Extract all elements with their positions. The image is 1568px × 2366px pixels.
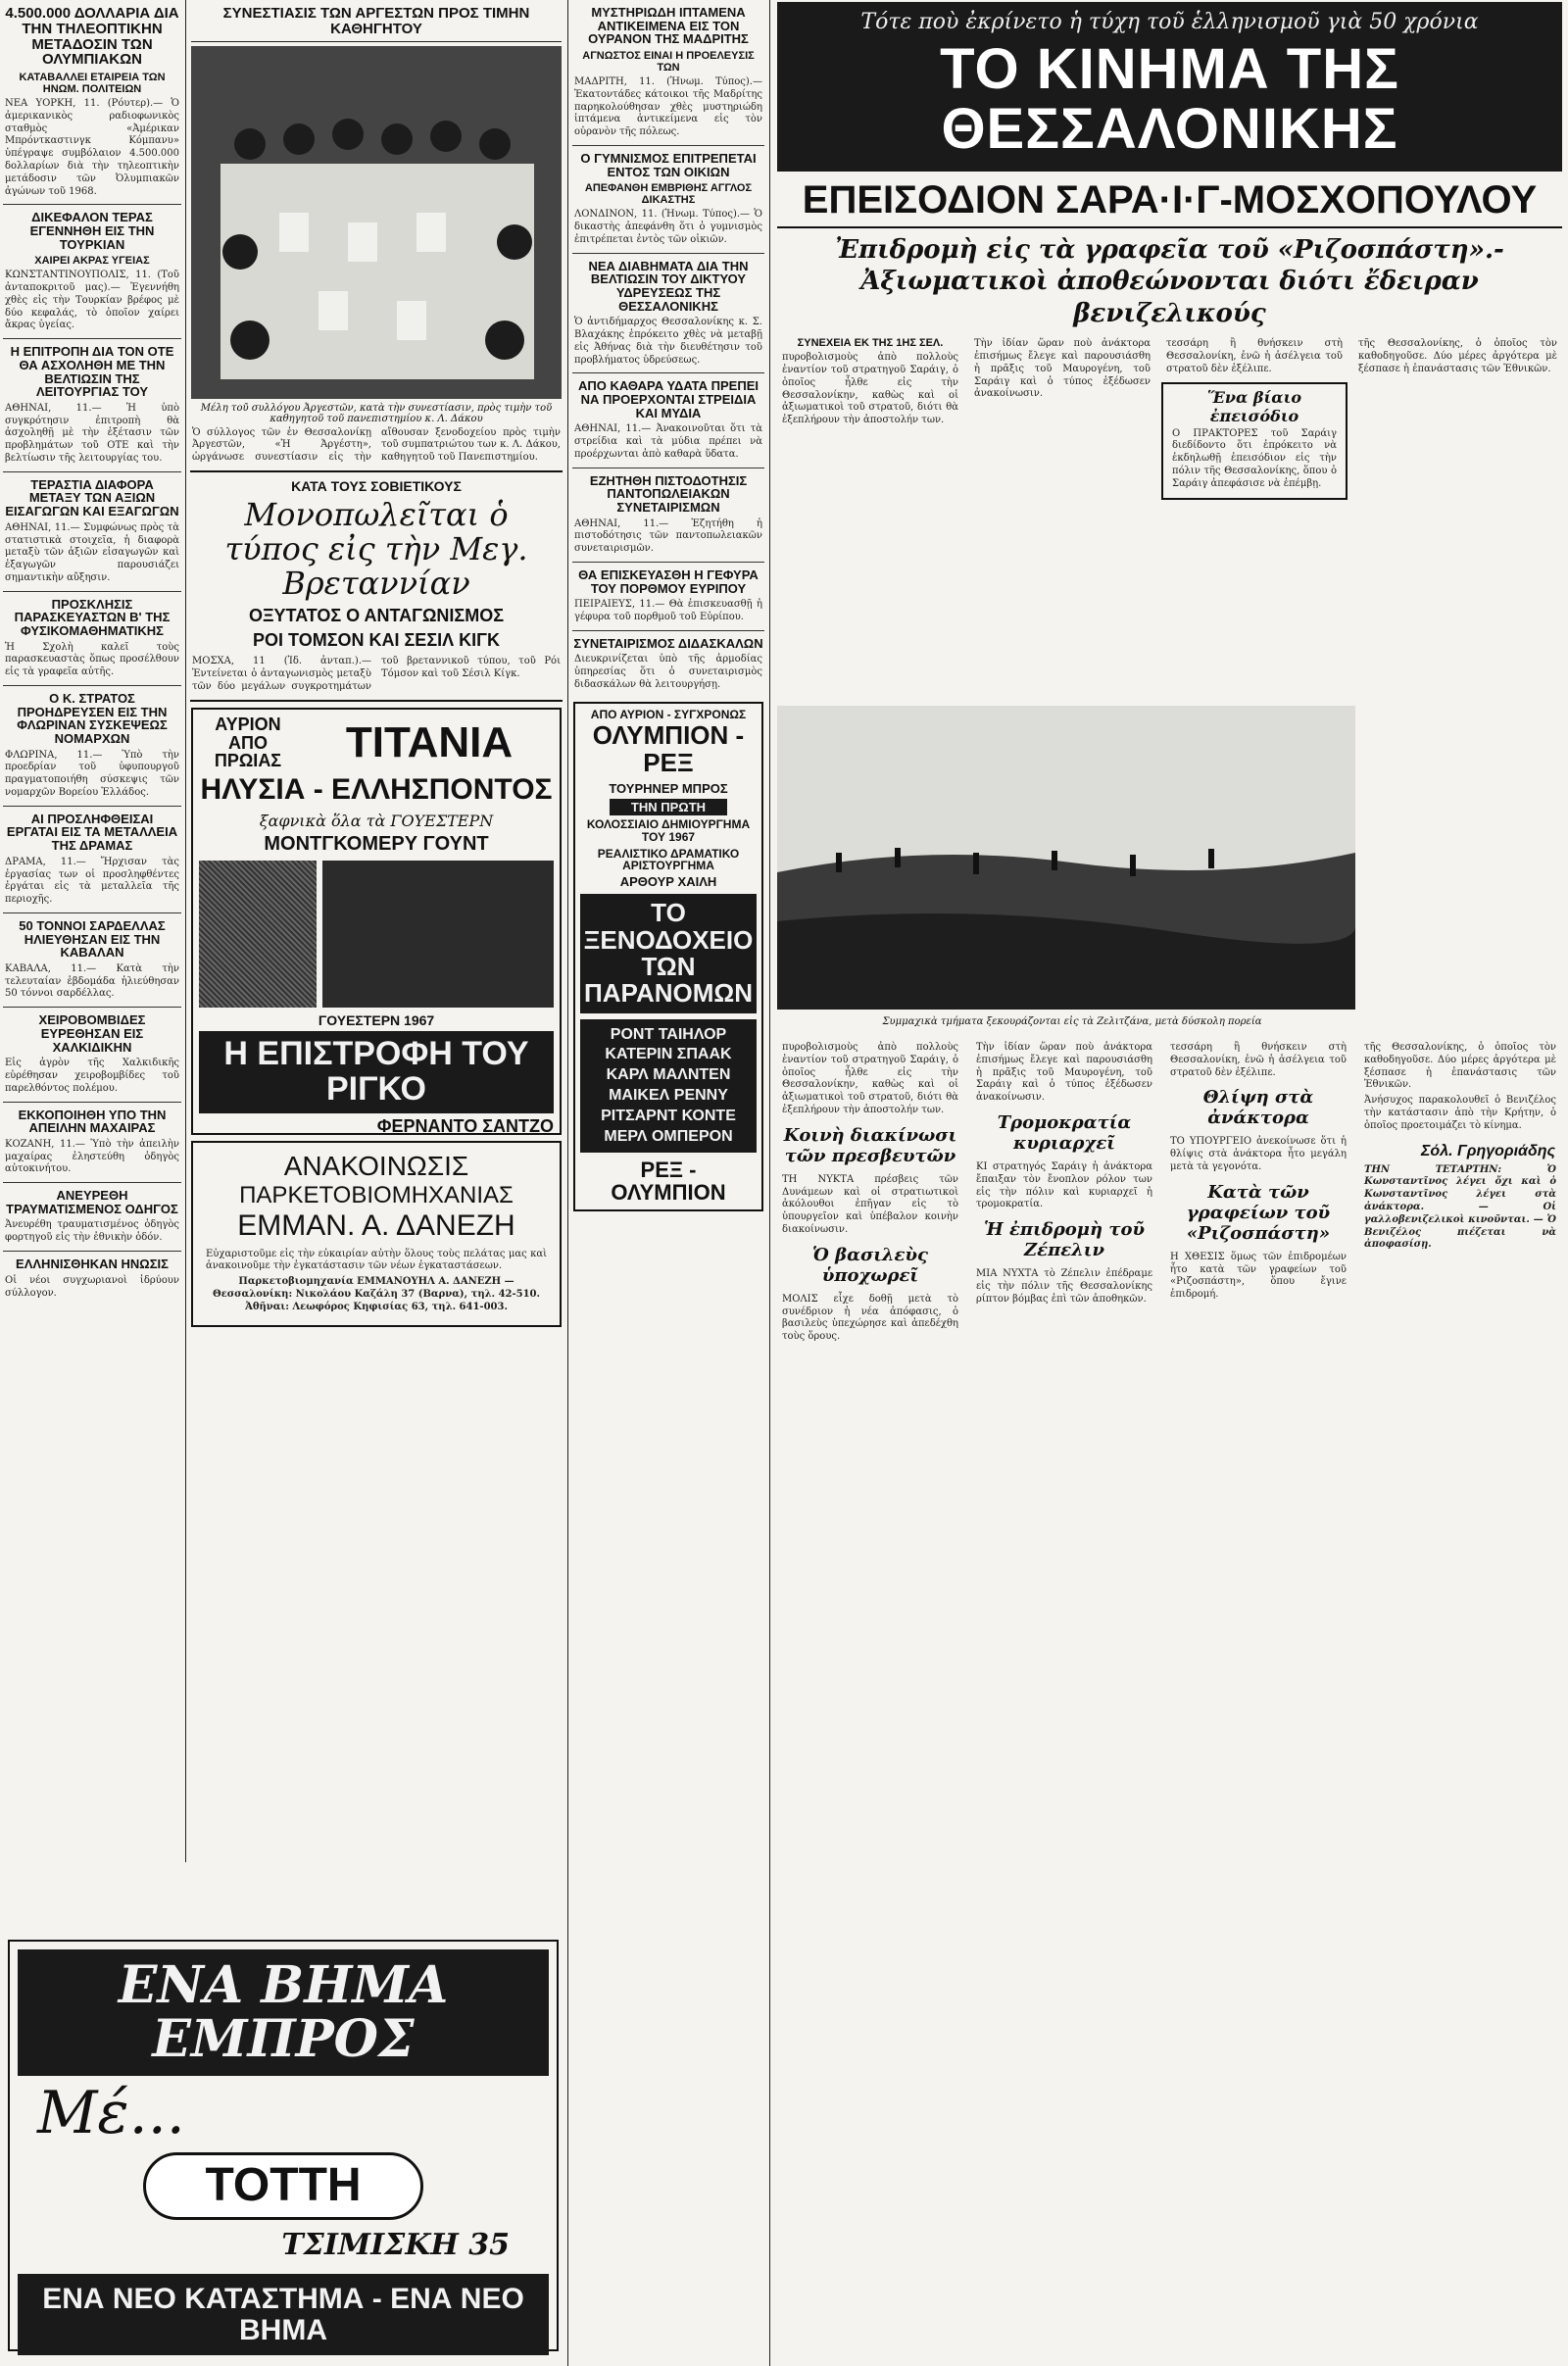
story-body: ΤΗ ΝΥΚΤΑ πρέσβεις τῶν Δυνάμεων καὶ οἱ στρατιωτικοὶ ἀκόλουθοι ἐπῆγαν εἰς τὸ ὑπουργεῖον καὶ ὑπέβαλον κοινὴν διακοίνωσιν. [782,1173,958,1235]
ad-line: ΤΟΥΡΗΝΕΡ ΜΠΡΟΣ [609,781,728,797]
store-advertisement [8,1940,559,2351]
story-body: Ἀνήσυχος παρακολουθεῖ ὁ Βενιζέλος τὴν κατάστασιν ἀπὸ τὴν Κρήτην, ὁ ὁποῖος προετοιμάζει τὸ κίνημα. [1364,1095,1556,1131]
story-body: ΑΘΗΝΑΙ, 11.— Ἡ ὑπὸ συγκρότησιν ἐπιτροπὴ θὰ ἀσχοληθῇ μὲ τὴν ἐξέτασιν τῶν προβλημάτων τοῦ ΟΤΕ καὶ τὴν βελτίωσιν τῆς λειτουργίας του. [5,402,179,465]
photo-caption: Μέλη τοῦ συλλόγου Ἀργεστῶν, κατὰ τὴν συνεστίασιν, πρὸς τιμὴν τοῦ καθηγητοῦ τοῦ πανεπιστημίου κ. Λ. Δάκου [200,402,553,424]
story-body: ΜΑΔΡΙΤΗ, 11. (Ἡνωμ. Τύπος).— Ἑκατοντάδες κάτοικοι τῆς Μαδρίτης παρηκολούθησαν χθὲς μυστηριώδη ἱπτάμενα ἀντικείμενα εἰς τὸν οὐρανὸν τῆς πόλεως. [574,75,762,138]
story-body: τῆς Θεσσαλονίκης, ὁ ὁποῖος τὸν καθοδηγοῦσε. Δύο μέρες ἀργότερα μὲ ξέσπασε ἡ ἐπανάστασις τῶν Ἐθνικῶν. [1364,1042,1556,1091]
story-title: ΠΡΟΣΚΛΗΣΙΣ ΠΑΡΑΣΚΕΥΑΣΤΩΝ Β' ΤΗΣ ΦΥΣΙΚΟΜΑΘΗΜΑΤΙΚΗΣ [14,596,171,639]
ad-footer: ΕΝΑ ΝΕΟ ΚΑΤΑΣΤΗΜΑ - ΕΝΑ ΝΕΟ ΒΗΜΑ [18,2274,549,2355]
divider [3,1251,181,1252]
story-body: ΔΡΑΜΑ, 11.— Ἤρχισαν τὰς ἐργασίας των οἱ προσληφθέντες ἐργάται εἰς τὰ μεταλλεῖα τῆς περιοχῆς. [5,856,179,906]
story-subtitle: ΑΠΕΦΑΝΘΗ ΕΜΒΡΙΘΗΣ ΑΓΓΛΟΣ ΔΙΚΑΣΤΗΣ [584,182,753,207]
story-body: Διευκρινίζεται ὑπὸ τῆς ἀρμοδίας ὑπηρεσίας ὅτι ὁ συνεταιρισμὸς διδασκάλων θὰ λειτουργήσῃ. [574,654,762,691]
story-title: ΣΥΝΕΤΑΙΡΙΣΜΟΣ ΔΙΔΑΣΚΑΛΩΝ [573,635,763,651]
story-body: Η ΧΘΕΣΙΣ ὅμως τῶν ἐπιδρομέων ἦτο κατὰ τῶν γραφείων τοῦ «Ριζοσπάστη», ὅπου ἔγινε ἐπιδρομή. [1170,1251,1347,1301]
story-title: ΧΕΙΡΟΒΟΜΒΙΔΕΣ ΕΥΡΕΘΗΣΑΝ ΕΙΣ ΧΑΛΚΙΔΙΚΗΝ [38,1012,146,1055]
ad-company-name: ΕΜΜΑΝ. Α. ΔΑΝΕΖΗ [237,1208,515,1242]
box-body: Ο ΠΡΑΚΤΟΡΕΣ τοῦ Σαράιγ διεδίδοντο ὅτι ἐπρόκειτο νὰ ἐκδηλωθῇ ἐπεισόδιον εἰς τὴν πόλιν τῆς Θεσσαλονίκης, ὅπου ὁ Σαράιγ ἀπεφάσισε νὰ ἐπέμβῃ. [1172,427,1337,489]
cinema-advertisement [573,702,763,1211]
ad-kicker: ΑΠΟ ΑΥΡΙΟΝ - ΣΥΓΧΡΟΝΩΣ [590,707,747,721]
ad-address: ΤΣΙΜΙΣΚΗ 35 [281,2227,510,2262]
divider [3,338,181,339]
story-title: Ο Κ. ΣΤΡΑΤΟΣ ΠΡΟΗΔΡΕΥΣΕΝ ΕΙΣ ΤΗΝ ΦΛΩΡΙΝΑΝ ΣΥΣΚΕΨΕΩΣ ΝΟΜΑΡΧΩΝ [17,691,168,746]
divider [3,1182,181,1183]
story-body: ΤΟ ΥΠΟΥΡΓΕΙΟ ἀνεκοίνωσε ὅτι ἡ θλίψις στὰ ἀνάκτορα ἦτο μεγάλη μετὰ τὰ γεγονότα. [1170,1136,1347,1172]
ad-slogan: ΕΝΑ ΒΗΜΑ ΕΜΠΡΟΣ [18,1949,549,2076]
story-body: ΚΙ στρατηγός Σαράιγ ἡ ἀνάκτορα ἔπαιξαν τὸν ἔνοπλον ρόλον των εἰς τὴν πόλιν καὶ κυριαρχεῖ ἡ τρομοκρατία. [976,1160,1152,1210]
story-title: ΤΕΡΑΣΤΙΑ ΔΙΑΦΟΡΑ ΜΕΤΑΞΥ ΤΩΝ ΑΞΙΩΝ ΕΙΣΑΓΩΓΩΝ ΚΑΙ ΕΞΑΓΩΓΩΝ [5,476,179,519]
ad-cinemas: ΗΛΥΣΙΑ - ΕΛΛΗΣΠΟΝΤΟΣ [200,773,553,807]
divider [3,806,181,807]
divider [572,372,764,373]
story-body: τῆς Θεσσαλονίκης, ὁ ὁποῖος τὸν καθοδηγοῦσε. Δύο μέρες ἀργότερα μὲ ξέσπασε ἡ ἐπανάστασις τῶν Ἐθνικῶν. [1358,338,1557,374]
sidebar-box [1161,382,1348,500]
column-rule [185,0,186,1862]
divider [3,1102,181,1103]
story-body: Ὁ ἀντιδήμαρχος Θεσσαλονίκης κ. Σ. Βλαχάκης ἐπρόκειτο χθὲς νὰ μεταβῇ εἰς Ἀθήνας διὰ τὴν διευθέτησιν τοῦ προβλήματος ὑδρεύσεως. [574,317,762,366]
next-installment-note: ΤΗΝ ΤΕΤΑΡΤΗΝ: Ὁ Κωνσταντῖνος λέγει ὄχι καὶ ὁ Κωνσταντῖνος λέγει στὰ ἀνάκτορα. — Οἱ γαλλοβενιζελικοὶ κινοῦνται. — Ὁ Βενιζέλος πιέζεται νὰ ἀποφασίσῃ. [1364,1163,1556,1251]
story-kicker: ΚΑΤΑ ΤΟΥΣ ΣΟΒΙΕΤΙΚΟΥΣ [291,477,462,494]
ad-footer: ΡΕΞ - ΟΛΥΜΠΙΟΝ [611,1158,726,1206]
ad-cinema-name: ΟΛΥΜΠΙΟΝ - ΡΕΞ [592,720,745,777]
story-title: ΘΑ ΕΠΙΣΚΕΥΑΣΘΗ Η ΓΕΦΥΡΑ ΤΟΥ ΠΟΡΘΜΟΥ ΕΥΡΙΠΟΥ [578,567,759,596]
story-body: ΚΟΖΑΝΗ, 11.— Ὑπὸ τὴν ἀπειλὴν μαχαίρας ἐληστεύθη ὁδηγὸς αὐτοκινήτου. [5,1138,179,1175]
story-title: ΔΙΚΕΦΑΛΟΝ ΤΕΡΑΣ ΕΓΕΝΝΗΘΗ ΕΙΣ ΤΗΝ ΤΟΥΡΚΙΑΝ [29,210,155,252]
story-body: ΑΘΗΝΑΙ, 11.— Ἐζητήθη ἡ πιστοδότησις τῶν παντοπωλειακῶν συνεταιρισμῶν. [574,518,762,555]
section-title: Τρομοκρατία κυριαρχεῖ [997,1111,1132,1154]
story-body: τεσσάρη ἢ θνήσκειν στὴ Θεσσαλονίκη, ἐνῶ ἡ ἀσέλγεια τοῦ στρατοῦ δὲν ἐξέλιπε. [1170,1042,1347,1078]
ad-address: Παρκετοβιομηχανία ΕΜΜΑΝΟΥΗΛ Α. ΔΑΝΕΖΗ — Θεσσαλονίκη: Νικολάου Καζάλη 37 (Βαρνα), τηλ. 42-510. Ἀθῆναι: Λεωφόρος Κηφισίας 63, τηλ. 641-003. [213,1276,540,1312]
story-title: ΜΥΣΤΗΡΙΩΔΗ ΙΠΤΑΜΕΝΑ ΑΝΤΙΚΕΙΜΕΝΑ ΕΙΣ ΤΟΝ ΟΥΡΑΝΟΝ ΤΗΣ ΜΑΔΡΙΤΗΣ [588,5,749,47]
ad-cinema-name: ΤΙΤΑΝΙΑ [345,717,514,766]
section-title: Θλίψη στὰ ἀνάκτορα [1202,1087,1314,1129]
box-title: Ἕνα βίαιο ἐπεισόδιο [1207,387,1301,425]
ad-film-title: Η ΕΠΙΣΤΡΟΦΗ ΤΟΥ ΡΙΓΚΟ [199,1031,554,1112]
story-title: Ο ΓΥΜΝΙΣΜΟΣ ΕΠΙΤΡΕΠΕΤΑΙ ΕΝΤΟΣ ΤΩΝ ΟΙΚΙΩΝ [580,150,757,179]
center-left-column [187,0,565,1862]
ad-body: Εὐχαριστοῦμε εἰς τὴν εὐκαιρίαν αὐτὴν ὅλους τοὺς πελάτας μας καὶ ἀνακοινοῦμε τὴν ἐγκατάστασιν τῶν νέων ἐγκαταστάσεων. [206,1248,547,1272]
story-title: ΑΠΟ ΚΑΘΑΡΑ ΥΔΑΤΑ ΠΡΕΠΕΙ ΝΑ ΠΡΟΕΡΧΟΝΤΑΙ ΣΤΡΕΙΔΙΑ ΚΑΙ ΜΥΔΙΑ [577,378,760,420]
ad-line: ΑΡΘΟΥΡ ΧΑΙΛΗ [619,873,717,889]
divider [3,591,181,592]
story-body: Ὁ σύλλογος τῶν ἐν Θεσσαλονίκῃ Ἀργεστῶν, «Ἡ Ἀργέστη», ὠργάνωσε συνεστίασιν εἰς τὴν αἴθουσαν ξενοδοχείου πρὸς τιμὴν τοῦ συμπατριώτου των κ. Λ. Δάκου, καθηγητοῦ τοῦ Πανεπιστημίου. [192,426,561,464]
center-right-column [569,0,767,2366]
troops-photo [777,706,1355,1010]
story-body: Ἀνευρέθη τραυματισμένος ὁδηγὸς φορτηγοῦ εἰς τὴν ἐθνικὴν ὁδόν. [5,1219,179,1244]
section-title: Κοινὴ διακίνωσι τῶν πρεσβευτῶν [783,1124,957,1166]
photo-caption: Συμμαχικὰ τμήματα ξεκουράζονται εἰς τὰ Ζελιτζάνα, μετὰ δύσκολη πορεία [882,1016,1262,1027]
ad-tagline: ξαφνικὰ ὅλα τὰ ΓΟΥΕΣΤΕΡΝ [259,811,494,830]
column-rule [567,0,568,2366]
story-body: πυροβολισμοὺς ἀπὸ πολλοὺς ἐναντίον τοῦ στρατηγοῦ Σαράιγ, ὁ ὁποῖος ἦλθε εἰς τὴν Θεσσαλονίκην, καθὼς καὶ οἱ ἀξιωματικοὶ τοῦ στρατοῦ, διότι θὰ ἐξεπλήρουν τὴν ἀποστολήν των. [782,352,958,426]
story-subtitle: ΡΟΙ ΤΟΜΣΟΝ ΚΑΙ ΣΕΣΙΛ ΚΙΓΚ [253,630,500,651]
story-body: ΜΙΑ ΝΥΧΤΑ τὸ Ζέπελιν ἐπέδραμε εἰς τὴν πόλιν τῆς Θεσσαλονίκης ρίπτον βόμβας ἐπὶ τῶν ἀποθηκῶν. [976,1268,1152,1305]
feature-deck: Ἐπιδρομὴ εἰς τὰ γραφεῖα τοῦ «Ριζοσπάστη».- Ἀξιωματικοὶ ἀποθεώνονται διότι ἔδειραν βενιζελικούς [835,234,1504,328]
story-title: ΕΚΚΟΠΟΙΗΘΗ ΥΠΟ ΤΗΝ ΑΠΕΙΛΗΝ ΜΑΧΑΙΡΑΣ [18,1107,167,1136]
story-body: Οἱ νέοι συγχωριανοὶ ἱδρύουν σύλλογον. [5,1274,179,1299]
story-body: Τὴν ἰδίαν ὥραν ποὺ ἀνάκτορα ἐπισήμως ἔλεγε καὶ παρουσιάσθη ἡ πρᾶξις τοῦ Μαυρογένη, τοῦ Σαράιγ καὶ ὁ τύπος ἐξέδωσεν ἀνακοίνωσιν. [974,338,1151,400]
ad-line: ΚΟΛΟΣΣΙΑΙΟ ΔΗΜΙΟΥΡΓΗΜΑ ΤΟΥ 1967 [586,817,751,844]
story-body: ΑΘΗΝΑΙ, 11.— Ἀνακοινοῦται ὅτι τὰ στρείδια καὶ τὰ μύδια πρέπει νὰ προέρχωνται ἀπὸ καθαρὰ ὕδατα. [574,423,762,460]
story-subtitle: ΟΞΥΤΑΤΟΣ Ο ΑΝΤΑΓΩΝΙΣΜΟΣ [248,606,505,626]
story-subtitle: ΑΓΝΩΣΤΟΣ ΕΙΝΑΙ Η ΠΡΟΕΛΕΥΣΙΣ ΤΩΝ [582,49,755,74]
divider [190,700,563,702]
ad-subheading: ΠΑΡΚΕΤΟΒΙΟΜΗΧΑΝΙΑΣ [239,1181,514,1208]
story-body: ΦΛΩΡΙΝΑ, 11.— Ὑπὸ τὴν προεδρίαν τοῦ ὑφυπουργοῦ πραγματοποιήθη σύσκεψις τῶν νομαρχῶν Βορείου Ἑλλάδος. [5,749,179,798]
story-body: ΝΕΑ ΥΟΡΚΗ, 11. (Ρόυτερ).— Ὁ ἀμερικανικὸς ραδιοφωνικὸς σταθμὸς «Ἀμέρικαν Μπρόντκαστινγκ Κόμπανυ» ὑπέγραψε συμβόλαιον 4.500.000 δολλαρίων διὰ τὴν τηλεοπτικὴν μετάδοσιν τῶν Ὀλυμπιακῶν ἀγώνων τοῦ 1968. [5,98,179,197]
divider [190,470,563,472]
ad-heading: ΑΝΑΚΟΙΝΩΣΙΣ [283,1150,469,1181]
story-title: ΕΖΗΤΗΘΗ ΠΙΣΤΟΔΟΤΗΣΙΣ ΠΑΝΤΟΠΩΛΕΙΑΚΩΝ ΣΥΝΕΤΑΙΡΙΣΜΩΝ [589,472,748,515]
column-rule [769,0,770,2366]
section-title: Κατὰ τῶν γραφείων τοῦ «Ριζοσπάστη» [1186,1181,1331,1244]
story-title: ΑΙ ΠΡΟΣΛΗΦΘΕΙΣΑΙ ΕΡΓΑΤΑΙ ΕΙΣ ΤΑ ΜΕΤΑΛΛΕΙΑ ΤΗΣ ΔΡΑΜΑΣ [6,811,178,854]
ad-cowboy-image [322,861,554,1008]
story-body: Τὴν ἰδίαν ὥραν ποὺ ἀνάκτορα ἐπισήμως ἔλεγε καὶ παρουσιάσθη ἡ πρᾶξις τοῦ Μαυρογένη, τοῦ Σαράιγ καὶ ὁ τύπος ἐξέδωσεν ἀνακοίνωσιν. [976,1042,1152,1104]
story-body: τεσσάρη ἢ θνήσκειν στὴ Θεσσαλονίκη, ἐνῶ ἡ ἀσέλγεια τοῦ στρατοῦ δὲν ἐξέλιπε. [1166,338,1343,374]
ad-actor: ΜΟΝΤΓΚΟΜΕΡΥ ΓΟΥΝΤ [264,832,489,855]
ad-kicker: ΑΥΡΙΟΝ ΑΠΟ ΠΡΩΙΑΣ [214,714,282,771]
divider [572,630,764,631]
story-body: ΚΩΝΣΤΑΝΤΙΝΟΥΠΟΛΙΣ, 11. (Τοῦ ἀνταποκριτοῦ μας).— Ἐγεννήθη χθὲς εἰς τὴν Τουρκίαν βρέφος μὲ δύο κεφαλάς, τὸ ὁποῖον χαίρει ἄκρας ὑγείας. [5,270,179,331]
story-body: ΜΟΣΧΑ, 11 (Ἰδ. ἀνταπ.).— Ἐντείνεται ὁ ἀνταγωνισμὸς μεταξὺ τῶν δύο μεγάλων συγκροτημάτων τοῦ βρεταννικοῦ τύπου, τοῦ Ρόι Τόμσον καὶ τοῦ Σέσιλ Κίγκ. [192,656,561,692]
story-title: ΣΥΝΕΣΤΙΑΣΙΣ ΤΩΝ ΑΡΓΕΣΤΩΝ ΠΡΟΣ ΤΙΜΗΝ ΚΑΘΗΓΗΤΟΥ [191,6,562,42]
divider [3,204,181,205]
ad-film-title: ΤΟ ΞΕΝΟΔΟΧΕΙΟ ΤΩΝ ΠΑΡΑΝΟΜΩΝ [580,894,757,1012]
author-signature: Σόλ. Γρηγοριάδης [1420,1142,1555,1159]
left-news-column [0,0,184,1852]
ad-costar: ΦΕΡΝΑΝΤΟ ΣΑΝΤΖΟ [376,1115,554,1136]
ad-cast: ΡΟΝΤ ΤΑΙΗΛΟΡ ΚΑΤΕΡΙΝ ΣΠΑΑΚ ΚΑΡΛ ΜΑΛΝΤΕΝ ΜΑΙΚΕΛ ΡΕΝΝΥ ΡΙΤΣΑΡΝΤ ΚΟΝΤΕ ΜΕΡΛ ΟΜΠΕΡΟΝ [580,1019,757,1154]
story-body: Ἡ Σχολὴ καλεῖ τοὺς παρασκευαστὰς ὅπως προσέλθουν εἰς τὰ γραφεῖα αὐτῆς. [5,641,179,678]
divider [572,562,764,563]
ad-brand: ΤΟΤΤΗ [143,2152,422,2219]
ad-lead: Μέ... [37,2079,185,2148]
banner-headline: ΤΟ ΚΙΝΗΜΑ ΤΗΣ ΘΕΣΣΑΛΟΝΙΚΗΣ [940,37,1399,161]
divider [572,253,764,254]
story-title: Η ΕΠΙΤΡΟΠΗ ΔΙΑ ΤΟΝ ΟΤΕ ΘΑ ΑΣΧΟΛΗΘΗ ΜΕ ΤΗΝ ΒΕΛΤΙΩΣΙΝ ΤΗΣ ΛΕΙΤΟΥΡΓΙΑΣ ΤΟΥ [10,344,174,400]
story-title: Μονοπωλεῖται ὁ τύπος εἰς τὴν Μεγ. Βρεταννίαν [224,495,528,603]
banner-kicker: Τότε ποὺ ἐκρίνετο ἡ τύχη τοῦ ἑλληνισμοῦ γιὰ 50 χρόνια [860,10,1479,34]
story-body: ΜΟΛΙΣ εἶχε δοθῇ μετὰ τὸ συνέδριον ἡ νέα ἀπόφασις, ὁ βασιλεὺς ὑπεχώρησε καὶ ἀπεδέχθη τοὺς ὅρους. [782,1293,958,1343]
ad-line: ΡΕΑΛΙΣΤΙΚΟ ΔΡΑΜΑΤΙΚΟ ΑΡΙΣΤΟΥΡΓΗΜΑ [597,846,740,873]
story-body: πυροβολισμοὺς ἀπὸ πολλοὺς ἐναντίον τοῦ στρατηγοῦ Σαράιγ, ὁ ὁποῖος ἦλθε εἰς τὴν Θεσσαλονίκην, καθὼς καὶ οἱ ἀξιωματικοὶ τοῦ στρατοῦ, διότι θὰ ἐξεπλήρουν τὴν ἀποστολήν των. [782,1042,958,1115]
story-subtitle: ΧΑΙΡΕΙ ΑΚΡΑΣ ΥΓΕΙΑΣ [34,255,150,268]
continuation-label: ΣΥΝΕΧΕΙΑ ΕΚ ΤΗΣ 1ΗΣ ΣΕΛ. [797,337,944,350]
story-title: 4.500.000 ΔΟΛΛΑΡΙΑ ΔΙΑ ΤΗΝ ΤΗΛΕΟΠΤΙΚΗΝ ΜΕΤΑΔΟΣΙΝ ΤΩΝ ΟΛΥΜΠΙΑΚΩΝ [5,5,179,69]
ad-line: ΤΗΝ ΠΡΩΤΗ [610,799,727,816]
story-body: ΑΘΗΝΑΙ, 11.— Συμφώνως πρὸς τὰ στατιστικὰ στοιχεῖα, ἡ διαφορὰ μεταξὺ τῶν ἀξιῶν εἰσαγωγῶν καὶ ἐξαγωγῶν παρουσιάζει σημαντικὴν αὔξησιν. [5,521,179,583]
main-feature [771,0,1568,2366]
cinema-advertisement [191,708,562,1135]
divider [572,145,764,146]
story-body: ΚΑΒΑΛΑ, 11.— Κατὰ τὴν τελευταίαν ἑβδομάδα ἡλιεύθησαν 50 τόννοι σαρδέλλας. [5,962,179,1000]
divider [3,1007,181,1008]
ad-year: ΓΟΥΕΣΤΕΡΝ 1967 [318,1011,435,1028]
section-title: Ὁ βασιλεὺς ὑποχωρεῖ [812,1244,928,1286]
feature-banner [777,2,1562,172]
divider [3,471,181,472]
story-title: ΑΝΕΥΡΕΘΗ ΤΡΑΥΜΑΤΙΣΜΕΝΟΣ ΟΔΗΓΟΣ [6,1188,178,1216]
section-title: Ἡ ἐπιδρομὴ τοῦ Ζέπελιν [984,1219,1145,1261]
story-body: ΠΕΙΡΑΙΕΥΣ, 11.— Θὰ ἐπισκευασθῇ ἡ γέφυρα τοῦ πορθμοῦ τοῦ Εὐρίπου. [574,599,762,623]
story-body: ΛΟΝΔΙΝΟΝ, 11. (Ἡνωμ. Τύπος).— Ὁ δικαστὴς ἀπεφάνθη ὅτι ὁ γυμνισμὸς ἐπιτρέπεται ἐντὸς τῶν οἰκιῶν. [574,209,762,245]
banquet-photo [191,46,562,399]
story-title: 50 ΤΟΝΝΟΙ ΣΑΡΔΕΛΛΑΣ ΗΛΙΕΥΘΗΣΑΝ ΕΙΣ ΤΗΝ ΚΑΒΑΛΑΝ [19,917,166,961]
announcement-advertisement [191,1141,562,1327]
divider [3,685,181,686]
feature-subheadline: ΕΠΕΙΣΟΔΙΟΝ ΣΑΡΑ·Ι·Γ-ΜΟΣΧΟΠΟΥΛΟΥ [777,179,1562,228]
story-title: ΝΕΑ ΔΙΑΒΗΜΑΤΑ ΔΙΑ ΤΗΝ ΒΕΛΤΙΩΣΙΝ ΤΟΥ ΔΙΚΤΥΟΥ ΥΔΡΕΥΣΕΩΣ ΤΗΣ ΘΕΣΣΑΛΟΝΙΚΗΣ [588,258,749,314]
story-subtitle: ΚΑΤΑΒΑΛΛΕΙ ΕΤΑΙΡΕΙΑ ΤΩΝ ΗΝΩΜ. ΠΟΛΙΤΕΙΩΝ [19,72,166,95]
ad-poster-image [199,861,317,1008]
story-body: Εἰς ἀγρὸν τῆς Χαλκιδικῆς εὑρέθησαν χειροβομβίδες τοῦ παρελθόντος πολέμου. [5,1058,179,1094]
feature-lower-columns [777,1039,1561,1347]
divider [3,912,181,913]
story-title: ΕΛΛΗΝΙΣΘΗΚΑΝ ΗΝΩΣΙΣ [16,1257,169,1272]
